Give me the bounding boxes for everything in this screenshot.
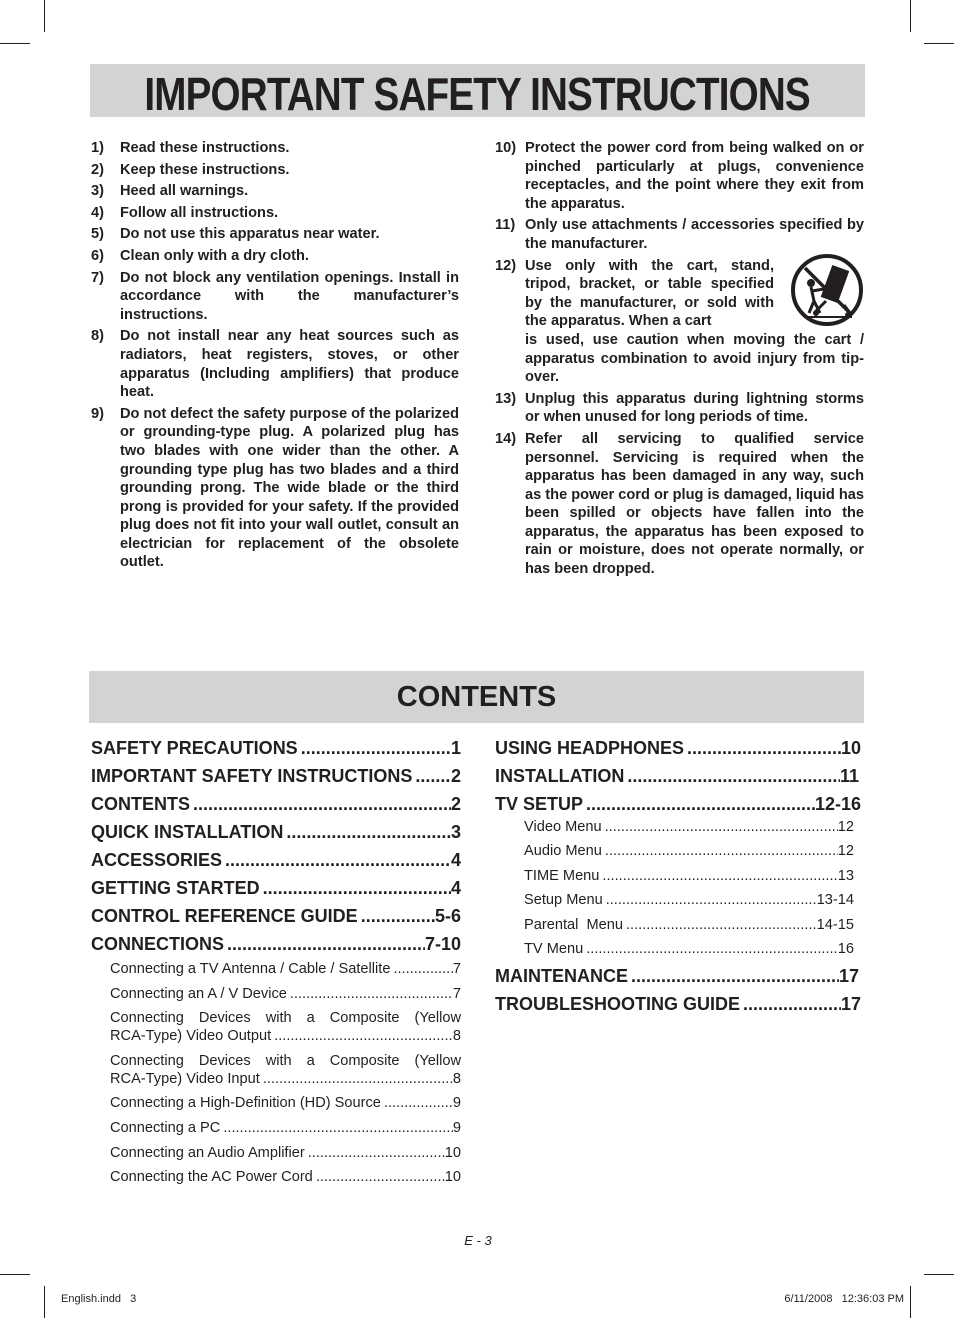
toc-subentry-title: TV Menu	[524, 940, 584, 957]
toc-leader-dots	[390, 960, 452, 978]
toc-leader-dots	[740, 994, 841, 1022]
toc-entry[interactable]	[91, 794, 461, 822]
toc-subentry-title: Connecting Devices with a Composite (Yellow	[110, 1052, 461, 1069]
instructions-left-column	[91, 139, 459, 575]
instruction-number: 8)	[91, 328, 104, 345]
toc-entry-title: GETTING STARTED	[91, 878, 260, 898]
toc-entry[interactable]	[495, 766, 859, 794]
toc-subentry-title: Setup Menu	[524, 892, 603, 909]
crop-mark	[910, 1286, 911, 1318]
toc-subentry[interactable]	[524, 891, 854, 909]
toc-leader-dots	[260, 1070, 453, 1088]
toc-subentry-page: 9	[452, 1095, 461, 1112]
toc-subentry-title: Connecting an A / V Device	[110, 985, 287, 1002]
cart-tip-over-warning-icon	[790, 253, 864, 327]
toc-leader-dots	[283, 822, 451, 850]
instruction-number: 13)	[495, 390, 517, 407]
toc-subentry-title: Connecting Devices with a Composite (Yellow	[110, 1010, 461, 1027]
instruction-text: Refer all servicing to qualified service personnel. Servicing is required when the apparatus has been damaged in any way, such as the power cord or plug is damaged, liquid has been spilled or objects have fallen into the apparatus, the apparatus has been exposed to rain or moisture, does not operate normally, or has been dropped.	[525, 430, 864, 578]
toc-subentry-title: Connecting the AC Power Cord	[110, 1169, 313, 1186]
toc-subentry[interactable]	[524, 867, 854, 885]
instruction-text: Do not block any ventilation openings. Install in accordance with the manufacturer’s instructions.	[120, 269, 459, 323]
toc-entry[interactable]	[91, 850, 461, 878]
toc-subentry-title: TIME Menu	[524, 867, 600, 884]
toc-leader-dots	[603, 891, 817, 909]
toc-leader-dots	[305, 1144, 445, 1162]
file-name-label: English.indd 3	[61, 1293, 137, 1305]
toc-entry-title: TV SETUP	[495, 794, 584, 814]
toc-leader-dots	[624, 766, 840, 794]
toc-subentry-page: 10	[444, 1169, 461, 1186]
toc-leader-dots	[628, 966, 839, 994]
toc-entry[interactable]	[495, 738, 861, 766]
contents-title-banner	[89, 671, 864, 723]
toc-entry-title: SAFETY PRECAUTIONS	[91, 738, 298, 758]
toc-leader-dots	[224, 934, 425, 960]
toc-entry[interactable]	[91, 934, 461, 960]
toc-entry-title: INSTALLATION	[495, 766, 625, 786]
toc-leader-dots	[602, 842, 838, 860]
toc-entry-page: 7-10	[424, 934, 461, 954]
toc-entry[interactable]	[91, 738, 461, 766]
toc-entry[interactable]	[91, 906, 461, 934]
instruction-text: Heed all warnings.	[120, 183, 249, 200]
toc-entry-page: 11	[839, 766, 859, 786]
instruction-number: 5)	[91, 226, 104, 243]
toc-subentry[interactable]	[110, 960, 461, 978]
crop-mark	[924, 43, 954, 44]
toc-entry-title: MAINTENANCE	[495, 965, 628, 986]
toc-subentry-page: 8	[452, 1028, 461, 1045]
toc-leader-dots	[220, 1119, 453, 1137]
toc-subentry-title: Connecting a High-Definition (HD) Source	[110, 1095, 381, 1112]
instruction-text: Unplug this apparatus during lightning storms or when unused for long periods of time.	[525, 390, 864, 426]
toc-entry[interactable]	[495, 794, 861, 818]
instruction-item	[91, 182, 459, 201]
instruction-item	[91, 269, 459, 325]
toc-entry-page: 2	[450, 794, 461, 814]
toc-entry-page: 17	[840, 993, 861, 1014]
crop-mark	[44, 0, 45, 32]
instruction-item	[91, 225, 459, 244]
instruction-number: 14)	[495, 430, 517, 447]
toc-entry-title: IMPORTANT SAFETY INSTRUCTIONS	[91, 766, 413, 786]
toc-entry[interactable]	[91, 822, 461, 850]
toc-leader-dots	[684, 738, 841, 766]
instruction-item	[91, 405, 459, 572]
toc-subentry-title: Connecting an Audio Amplifier	[110, 1144, 305, 1161]
toc-subentry[interactable]	[524, 842, 854, 860]
instruction-text: Read these instructions.	[120, 140, 290, 156]
instruction-item	[495, 257, 864, 387]
toc-entry-page: 5-6	[434, 906, 461, 926]
toc-subentry-page: 10	[444, 1144, 461, 1161]
toc-leader-dots	[271, 1027, 453, 1045]
toc-subentry[interactable]	[524, 916, 854, 934]
toc-subentry[interactable]	[110, 1119, 461, 1137]
crop-mark	[44, 1286, 45, 1318]
toc-entry-title: QUICK INSTALLATION	[91, 822, 284, 842]
instruction-text: Protect the power cord from being walked on or pinched particularly at plugs, convenience receptacles, and the point where they exit from the apparatus.	[525, 140, 864, 212]
toc-subentry-title: Connecting a TV Antenna / Cable / Satellite	[110, 961, 391, 977]
toc-subentry-page: 13-14	[816, 892, 854, 909]
toc-entry-title: USING HEADPHONES	[495, 738, 685, 758]
instruction-number: 6)	[91, 247, 104, 264]
toc-subentry-title: Parental Menu	[524, 916, 623, 933]
toc-entry-title: ACCESSORIES	[91, 850, 223, 870]
toc-entry-page: 3	[450, 822, 461, 842]
toc-entry-page: 12-16	[814, 794, 861, 814]
toc-subentry-page: 12	[837, 843, 854, 860]
instruction-item	[91, 204, 459, 223]
toc-subentry[interactable]	[110, 1009, 461, 1045]
toc-subentry-title: Audio Menu	[524, 843, 602, 860]
toc-entry[interactable]	[495, 994, 861, 1022]
toc-subentry-title: Video Menu	[524, 819, 602, 835]
instruction-number: 9)	[91, 405, 104, 422]
contents-title: CONTENTS	[396, 680, 557, 713]
toc-entry-page: 10	[840, 738, 861, 758]
instruction-item	[91, 327, 459, 401]
toc-subentry[interactable]	[110, 985, 461, 1003]
toc-subentry[interactable]	[524, 940, 854, 958]
toc-subentry[interactable]	[524, 818, 854, 836]
instruction-number: 7)	[91, 269, 104, 286]
toc-subentry[interactable]	[110, 1168, 461, 1186]
toc-entry-page: 17	[838, 965, 859, 986]
instruction-number: 1)	[91, 140, 104, 156]
instruction-text	[525, 257, 864, 387]
crop-mark	[0, 1274, 30, 1275]
toc-leader-dots	[583, 794, 815, 818]
toc-subentry-page: 7	[452, 985, 461, 1002]
instruction-text: Only use attachments / accessories specified by the manufacturer.	[525, 217, 864, 252]
toc-entry-title: CONTENTS	[91, 794, 190, 814]
toc-entry-title: CONNECTIONS	[91, 934, 225, 954]
toc-entry[interactable]	[91, 878, 461, 906]
toc-leader-dots	[298, 738, 451, 766]
toc-subentry-page: 16	[837, 940, 854, 957]
instruction-item	[495, 430, 864, 579]
instructions-right-column	[495, 139, 864, 582]
toc-subentry-title: RCA-Type) Video Input	[110, 1070, 260, 1087]
toc-entry-title: TROUBLESHOOTING GUIDE	[495, 993, 741, 1014]
toc-entry[interactable]	[91, 766, 461, 794]
toc-entry-title: CONTROL REFERENCE GUIDE	[91, 906, 358, 926]
crop-mark	[910, 0, 911, 32]
instruction-number: 2)	[91, 161, 104, 178]
toc-leader-dots	[287, 985, 453, 1003]
instruction-text-part: Use only with the cart, stand, tripod, bracket, or table specified by the manufacturer, or sold with the apparatus. When a cart	[525, 257, 774, 330]
toc-subentry[interactable]	[110, 1094, 461, 1112]
page-number-text: E - 3	[464, 1233, 492, 1248]
toc-right-column	[495, 738, 861, 1022]
toc-subentry-title: RCA-Type) Video Output	[110, 1028, 272, 1045]
toc-leader-dots	[412, 766, 451, 794]
toc-leader-dots	[381, 1094, 453, 1112]
instruction-text: Follow all instructions.	[120, 204, 279, 221]
toc-subentry[interactable]	[110, 1052, 461, 1088]
toc-subentry-title: Connecting a PC	[110, 1119, 221, 1136]
timestamp-label: 6/11/2008 12:36:03 PM	[784, 1293, 904, 1305]
toc-entry-page: 1	[450, 738, 461, 758]
instruction-item	[91, 161, 459, 180]
safety-title: IMPORTANT SAFETY INSTRUCTIONS	[144, 68, 811, 120]
toc-subentry-page: 9	[452, 1119, 461, 1136]
instruction-text: Clean only with a dry cloth.	[120, 247, 309, 264]
instruction-number: 3)	[91, 183, 104, 200]
toc-entry[interactable]	[495, 966, 859, 994]
toc-subentry-page: 14-15	[816, 916, 854, 933]
toc-leader-dots	[599, 867, 837, 885]
instruction-number: 10)	[495, 140, 517, 156]
instruction-item	[495, 139, 864, 213]
instruction-number: 11)	[495, 217, 516, 234]
safety-title-banner	[90, 64, 865, 120]
toc-subentry[interactable]	[110, 1144, 461, 1162]
toc-subentry-page: 13	[837, 867, 854, 884]
instruction-text: Do not use this apparatus near water.	[120, 226, 380, 243]
toc-leader-dots	[313, 1168, 445, 1186]
instruction-number: 12)	[495, 257, 517, 274]
toc-leader-dots	[260, 878, 451, 906]
toc-leader-dots	[602, 818, 838, 836]
toc-leader-dots	[222, 850, 451, 878]
toc-entry-page: 4	[450, 850, 461, 870]
instruction-number: 4)	[91, 204, 104, 221]
toc-leader-dots	[358, 906, 435, 934]
instruction-item	[91, 247, 459, 266]
page-number	[0, 1233, 954, 1248]
instruction-text: Do not install near any heat sources such as radiators, heat registers, stoves, or other apparatus (Including amplifiers) that produce heat.	[120, 328, 459, 401]
toc-entry-page: 4	[450, 878, 461, 898]
toc-leader-dots	[583, 940, 838, 958]
toc-subentry-page: 7	[452, 961, 461, 977]
toc-leader-dots	[623, 916, 817, 934]
instruction-text: Keep these instructions.	[120, 161, 290, 178]
toc-left-column	[91, 738, 461, 1193]
toc-subentry-page: 8	[452, 1070, 461, 1087]
instruction-item	[91, 139, 459, 158]
instruction-text-part: is used, use caution when moving the cart / apparatus combination to avoid injury from tip-over.	[525, 331, 864, 386]
toc-subentry-page: 12	[837, 819, 854, 835]
toc-leader-dots	[190, 794, 451, 822]
instruction-text: Do not defect the safety purpose of the polarized or grounding-type plug. A polarized plug has two blades with one wider than the other. A grounding type plug has two blades and a third grounding prong. The wide blade or the third prong is provided for your safety. If the provided plug does not fit into your wall outlet, consult an electrician for replacement of the obsolete outlet.	[120, 405, 459, 571]
crop-mark	[924, 1274, 954, 1275]
instruction-item	[495, 216, 864, 253]
toc-entry-page: 2	[450, 766, 461, 786]
instruction-item	[495, 390, 864, 427]
crop-mark	[0, 43, 30, 44]
